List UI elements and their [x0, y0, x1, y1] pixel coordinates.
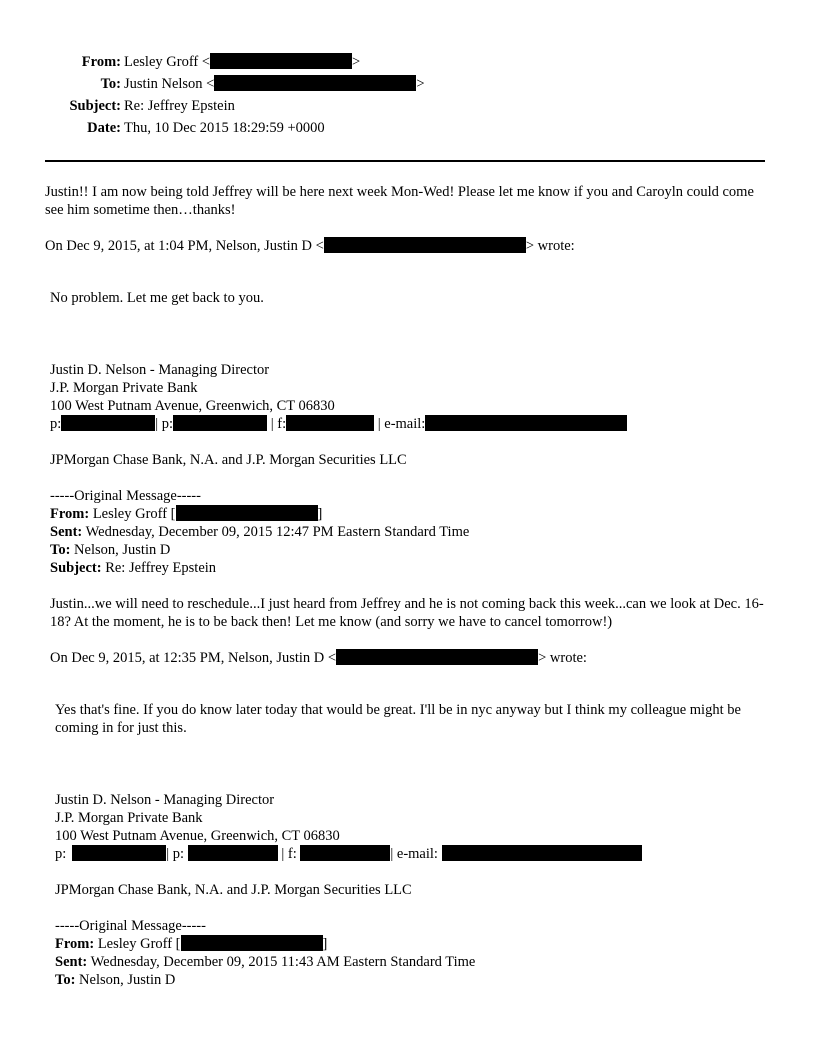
original-message-1-from-value: Lesley Groff [: [92, 506, 176, 522]
header-subject-row: [0, 97, 235, 119]
redacted-phone: [61, 415, 155, 431]
signature-1-name: Justin D. Nelson - Managing Director: [50, 362, 270, 378]
redacted-email: [425, 415, 627, 431]
redacted-phone: [173, 415, 267, 431]
original-message-2-sent-label: Sent:: [55, 954, 88, 970]
signature-1-company: JPMorgan Chase Bank, N.A. and J.P. Morgan Securities LLC: [50, 452, 407, 468]
message-paragraph-2: Justin...we will need to reschedule...I just heard from Jeffrey and he is not coming back this week...can we look at Dec. 16-18? At the moment, he is to be back then! Let me know (and sorry we have to cancel tomorrow!): [50, 596, 764, 630]
message-paragraph-1: Justin!! I am now being told Jeffrey will be here next week Mon-Wed! Please let me know if you and Caroyln could come see him sometime then…thanks!: [45, 184, 754, 218]
header-from-row: [0, 53, 360, 75]
signature-2-sep-1: | p:: [166, 846, 185, 862]
signature-1-phone-label: p:: [50, 416, 62, 432]
signature-2-bank: J.P. Morgan Private Bank: [55, 810, 203, 826]
signature-1-bank: J.P. Morgan Private Bank: [50, 380, 198, 396]
redacted-email: [214, 75, 416, 91]
redacted-email: [324, 237, 526, 253]
quote-1-suffix: > wrote:: [525, 238, 575, 254]
header-to-close: >: [416, 76, 425, 92]
signature-2-name: Justin D. Nelson - Managing Director: [55, 792, 275, 808]
original-message-2-sent-value: Wednesday, December 09, 2015 11:43 AM Eastern Standard Time: [90, 954, 476, 970]
original-message-1-from: [50, 505, 322, 523]
original-message-2-to-value: Nelson, Justin D: [79, 972, 176, 988]
original-message-2-to: [55, 971, 175, 989]
redacted-email: [210, 53, 352, 69]
original-message-2-from-value: Lesley Groff [: [97, 936, 181, 952]
original-message-2-from-label: From:: [55, 936, 95, 952]
header-divider: [45, 160, 765, 162]
signature-2-sep-3: | e-mail:: [390, 846, 438, 862]
signature-2-contacts: [55, 845, 642, 863]
quote-2-suffix: > wrote:: [538, 650, 587, 666]
redacted-email: [336, 649, 538, 665]
redacted-email: [181, 935, 323, 951]
original-message-1-from-label: From:: [50, 506, 90, 522]
header-to-label: To:: [100, 76, 121, 92]
redacted-email: [176, 505, 318, 521]
redacted-phone: [188, 845, 278, 861]
original-message-2-sent: [55, 953, 475, 971]
original-message-1-subject: [50, 559, 216, 577]
original-message-2-from-close: ]: [322, 936, 328, 952]
signature-2-phone-label: p:: [55, 846, 67, 862]
signature-1-sep-2: | f:: [270, 416, 287, 432]
original-message-1-from-close: ]: [317, 506, 323, 522]
header-subject-label: Subject:: [69, 98, 121, 114]
original-message-1-sent-value: Wednesday, December 09, 2015 12:47 PM Eastern Standard Time: [85, 524, 470, 540]
header-date-label: Date:: [87, 120, 121, 136]
original-message-1-title: -----Original Message-----: [50, 488, 201, 504]
signature-2-sep-2: | f:: [281, 846, 297, 862]
redacted-fax: [300, 845, 390, 861]
original-message-2-to-label: To:: [55, 972, 76, 988]
quote-2-prefix: On Dec 9, 2015, at 12:35 PM, Nelson, Justin D <: [50, 650, 337, 666]
redacted-email: [442, 845, 642, 861]
header-to-name: Justin Nelson <: [124, 76, 215, 92]
signature-1-sep-1: | p:: [155, 416, 174, 432]
signature-1-address: 100 West Putnam Avenue, Greenwich, CT 06830: [50, 398, 335, 414]
header-date-row: [0, 119, 325, 141]
reply-1: No problem. Let me get back to you.: [50, 290, 264, 306]
reply-2: Yes that's fine. If you do know later today that would be great. I'll be in nyc anyway but I think my colleague might be coming in for just this.: [55, 702, 741, 736]
redacted-phone: [72, 845, 166, 861]
signature-1-sep-3: | e-mail:: [377, 416, 426, 432]
header-from-name: Lesley Groff <: [124, 54, 211, 70]
original-message-2-from: [55, 935, 327, 953]
original-message-1-to-value: Nelson, Justin D: [74, 542, 171, 558]
original-message-1-sent-label: Sent:: [50, 524, 83, 540]
signature-2-address: 100 West Putnam Avenue, Greenwich, CT 06830: [55, 828, 340, 844]
signature-2-company: JPMorgan Chase Bank, N.A. and J.P. Morgan Securities LLC: [55, 882, 412, 898]
signature-1-contacts: [50, 415, 627, 433]
quote-line-2: [50, 649, 587, 667]
redacted-fax: [286, 415, 374, 431]
original-message-1-to: [50, 541, 170, 559]
header-date-value: Thu, 10 Dec 2015 18:29:59 +0000: [124, 120, 325, 136]
original-message-1-subject-value: Re: Jeffrey Epstein: [105, 560, 217, 576]
quote-1-prefix: On Dec 9, 2015, at 1:04 PM, Nelson, Justin D <: [45, 238, 324, 254]
header-to-row: [0, 75, 425, 97]
header-from-label: From:: [81, 54, 121, 70]
original-message-1-sent: [50, 523, 469, 541]
quote-line-1: [45, 237, 575, 255]
header-subject-value: Re: Jeffrey Epstein: [124, 98, 235, 114]
original-message-1-subject-label: Subject:: [50, 560, 102, 576]
original-message-1-to-label: To:: [50, 542, 71, 558]
header-from-close: >: [352, 54, 361, 70]
original-message-2-title: -----Original Message-----: [55, 918, 206, 934]
